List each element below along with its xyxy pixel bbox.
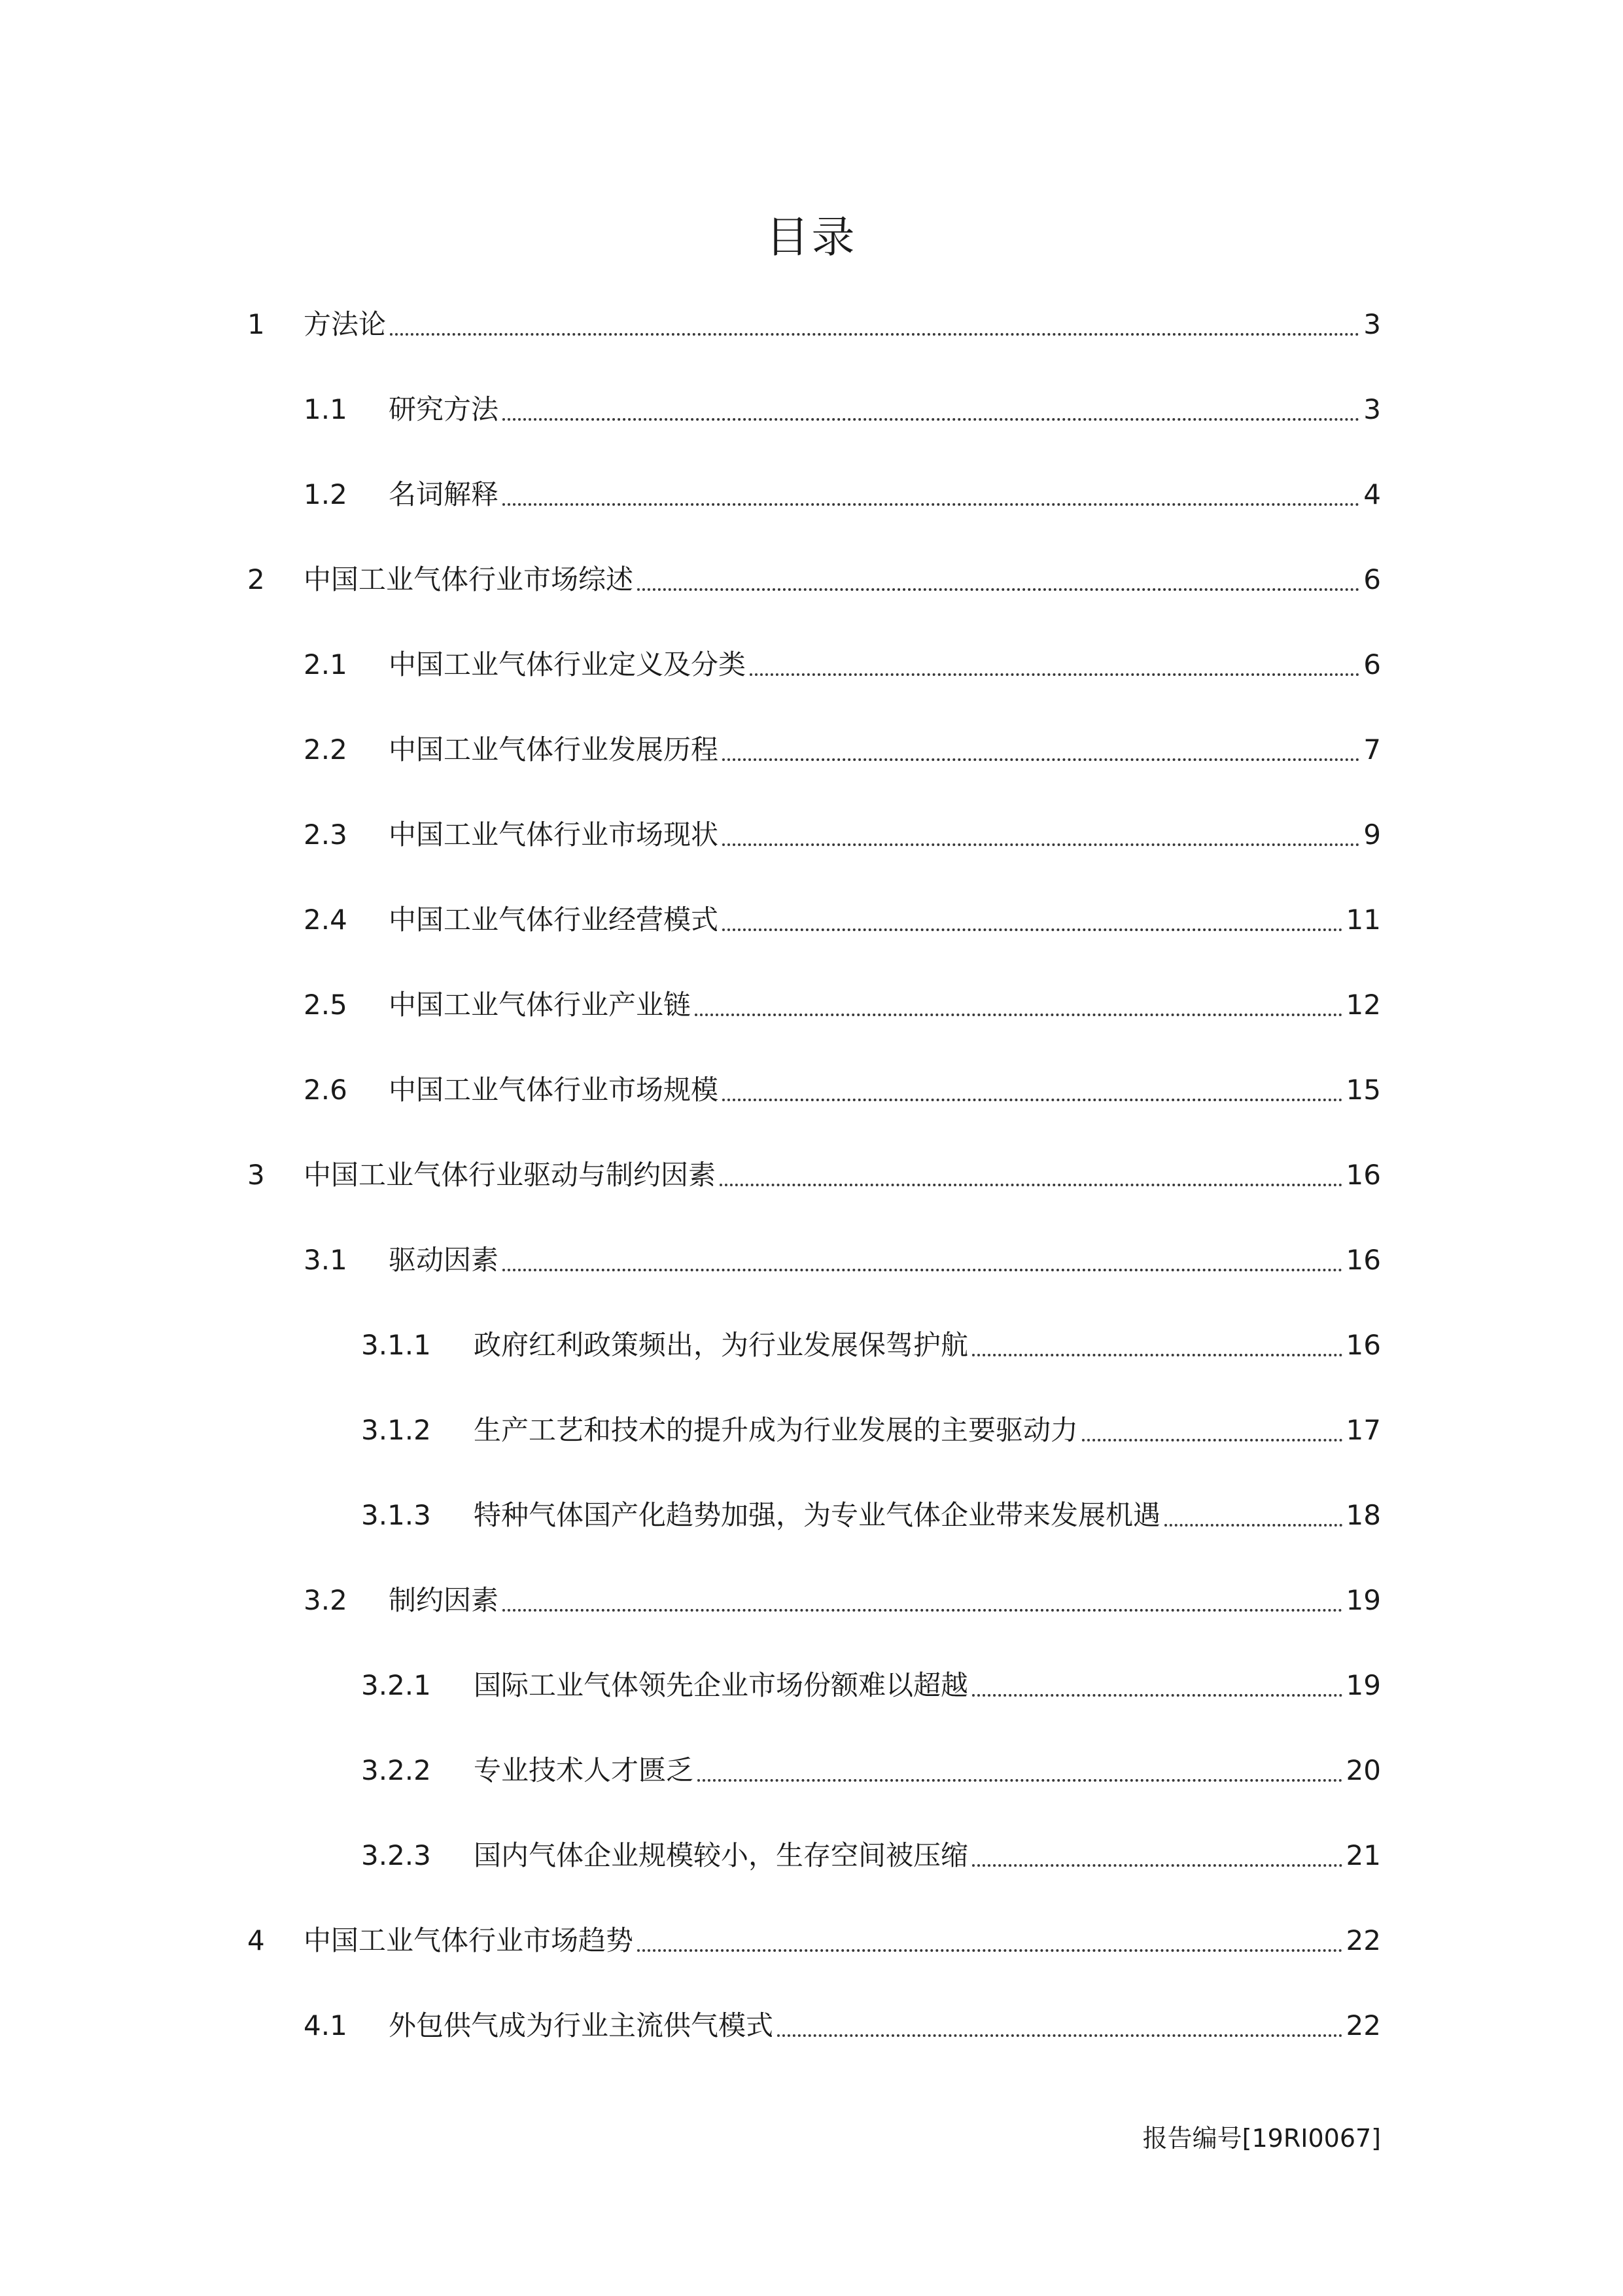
dot-leader <box>972 1354 1342 1356</box>
toc-entry-number: 3.1.3 <box>361 1499 431 1531</box>
toc-entry-number: 3.2 <box>304 1584 347 1616</box>
toc-entry-page: 16 <box>1346 1329 1381 1361</box>
toc-entry-number: 4 <box>247 1924 265 1956</box>
toc-entry-page: 19 <box>1346 1669 1381 1701</box>
toc-entry-page: 12 <box>1346 989 1381 1021</box>
toc-entry[interactable] <box>361 1322 1381 1368</box>
toc-entry-page: 19 <box>1346 1584 1381 1616</box>
toc-entry-page: 3 <box>1363 393 1381 425</box>
dot-leader <box>502 1609 1342 1612</box>
toc-entry-page: 11 <box>1346 904 1381 936</box>
dot-leader <box>1164 1524 1342 1527</box>
toc-entry-label: 方法论 <box>304 308 387 340</box>
toc-entry-number: 1.1 <box>304 393 347 425</box>
toc-entry-page: 4 <box>1363 478 1381 510</box>
toc-entry-label: 中国工业气体行业经营模式 <box>389 904 719 936</box>
toc-entry-label: 中国工业气体行业市场现状 <box>389 819 719 851</box>
toc-entry-label: 中国工业气体行业发展历程 <box>389 733 719 766</box>
toc-entry[interactable] <box>361 1833 1381 1879</box>
toc-entry-label: 外包供气成为行业主流供气模式 <box>389 2009 774 2041</box>
dot-leader <box>722 928 1342 931</box>
toc-entry-label: 国际工业气体领先企业市场份额难以超越 <box>474 1669 969 1701</box>
toc-entry-number: 2.3 <box>304 819 347 851</box>
toc-entry[interactable] <box>304 1237 1381 1283</box>
dot-leader <box>972 1694 1342 1697</box>
toc-entry-number: 1 <box>247 308 265 340</box>
toc-entry-label: 专业技术人才匮乏 <box>474 1754 694 1786</box>
toc-entry-page: 9 <box>1363 819 1381 851</box>
dot-leader <box>390 333 1359 336</box>
toc-entry-number: 2.2 <box>304 733 347 766</box>
dot-leader <box>695 1014 1342 1016</box>
toc-entry-label: 研究方法 <box>389 393 499 425</box>
toc-entry-label: 特种气体国产化趋势加强，为专业气体企业带来发展机遇 <box>474 1499 1161 1531</box>
toc-entry-label: 驱动因素 <box>389 1244 499 1276</box>
toc-entry-page: 15 <box>1346 1074 1381 1106</box>
toc-entry[interactable] <box>247 1152 1381 1198</box>
toc-entry-label: 中国工业气体行业市场趋势 <box>304 1924 634 1956</box>
page-title: 目录 <box>765 212 858 262</box>
toc-entry[interactable] <box>304 472 1381 518</box>
toc-entry-label: 生产工艺和技术的提升成为行业发展的主要驱动力 <box>474 1414 1079 1446</box>
dot-leader <box>637 1949 1342 1952</box>
toc-entry-number: 3.1 <box>304 1244 347 1276</box>
toc-entry-page: 20 <box>1346 1754 1381 1786</box>
toc-entry-page: 21 <box>1346 1839 1381 1871</box>
toc-entry[interactable] <box>304 727 1381 773</box>
dot-leader <box>502 503 1359 506</box>
toc-entry[interactable] <box>304 387 1381 433</box>
toc-entry[interactable] <box>247 557 1381 603</box>
dot-leader <box>720 1184 1342 1186</box>
toc-entry-label: 政府红利政策频出，为行业发展保驾护航 <box>474 1329 969 1361</box>
toc-entry-number: 1.2 <box>304 478 347 510</box>
report-number: 报告编号[19RI0067] <box>1142 2124 1381 2153</box>
toc-entry-page: 18 <box>1346 1499 1381 1531</box>
toc-entry[interactable] <box>247 1918 1381 1964</box>
toc-entry[interactable] <box>361 1492 1381 1538</box>
toc-entry-page: 22 <box>1346 2009 1381 2041</box>
dot-leader <box>722 843 1359 846</box>
dot-leader <box>502 418 1359 421</box>
toc-entry-label: 中国工业气体行业产业链 <box>389 989 691 1021</box>
dot-leader <box>1082 1439 1342 1441</box>
toc-entry-number: 2.5 <box>304 989 347 1021</box>
toc-entry-page: 16 <box>1346 1159 1381 1191</box>
dot-leader <box>502 1269 1342 1271</box>
dot-leader <box>972 1864 1342 1867</box>
toc-entry-label: 国内气体企业规模较小，生存空间被压缩 <box>474 1839 969 1871</box>
dot-leader <box>750 673 1359 676</box>
toc-entry[interactable] <box>304 1067 1381 1113</box>
toc-entry[interactable] <box>304 1578 1381 1623</box>
toc-entry-label: 中国工业气体行业市场综述 <box>304 563 634 595</box>
toc-entry-number: 2 <box>247 563 265 595</box>
toc-entry-label: 制约因素 <box>389 1584 499 1616</box>
toc-entry-number: 2.6 <box>304 1074 347 1106</box>
toc-entry[interactable] <box>304 642 1381 688</box>
toc-entry[interactable] <box>361 1663 1381 1708</box>
toc-entry[interactable] <box>304 2003 1381 2049</box>
toc-entry[interactable] <box>361 1407 1381 1453</box>
toc-entry-number: 3 <box>247 1159 265 1191</box>
toc-entry-number: 3.2.1 <box>361 1669 431 1701</box>
toc-entry[interactable] <box>361 1748 1381 1793</box>
toc-entry-number: 3.2.2 <box>361 1754 431 1786</box>
toc-entry-page: 6 <box>1363 563 1381 595</box>
toc-entry-number: 2.1 <box>304 648 347 680</box>
dot-leader <box>697 1779 1342 1782</box>
toc-entry-page: 6 <box>1363 648 1381 680</box>
dot-leader <box>637 588 1359 591</box>
toc-entry-label: 中国工业气体行业定义及分类 <box>389 648 746 680</box>
toc-entry-label: 中国工业气体行业驱动与制约因素 <box>304 1159 716 1191</box>
toc-entry[interactable] <box>304 812 1381 858</box>
toc-entry-number: 4.1 <box>304 2009 347 2041</box>
toc-entry-label: 名词解释 <box>389 478 499 510</box>
toc-entry-page: 7 <box>1363 733 1381 766</box>
toc-entry-label: 中国工业气体行业市场规模 <box>389 1074 719 1106</box>
toc-entry[interactable] <box>304 897 1381 943</box>
toc-entry[interactable] <box>304 982 1381 1028</box>
toc-entry-number: 2.4 <box>304 904 347 936</box>
dot-leader <box>722 758 1359 761</box>
toc-entry-page: 17 <box>1346 1414 1381 1446</box>
toc-entry-number: 3.1.1 <box>361 1329 431 1361</box>
toc-entry-page: 22 <box>1346 1924 1381 1956</box>
dot-leader <box>777 2034 1342 2037</box>
dot-leader <box>722 1099 1342 1101</box>
toc-entry-page: 16 <box>1346 1244 1381 1276</box>
toc-entry-number: 3.2.3 <box>361 1839 431 1871</box>
toc-entry-page: 3 <box>1363 308 1381 340</box>
toc-entry-number: 3.1.2 <box>361 1414 431 1446</box>
toc-entry[interactable] <box>247 302 1381 347</box>
